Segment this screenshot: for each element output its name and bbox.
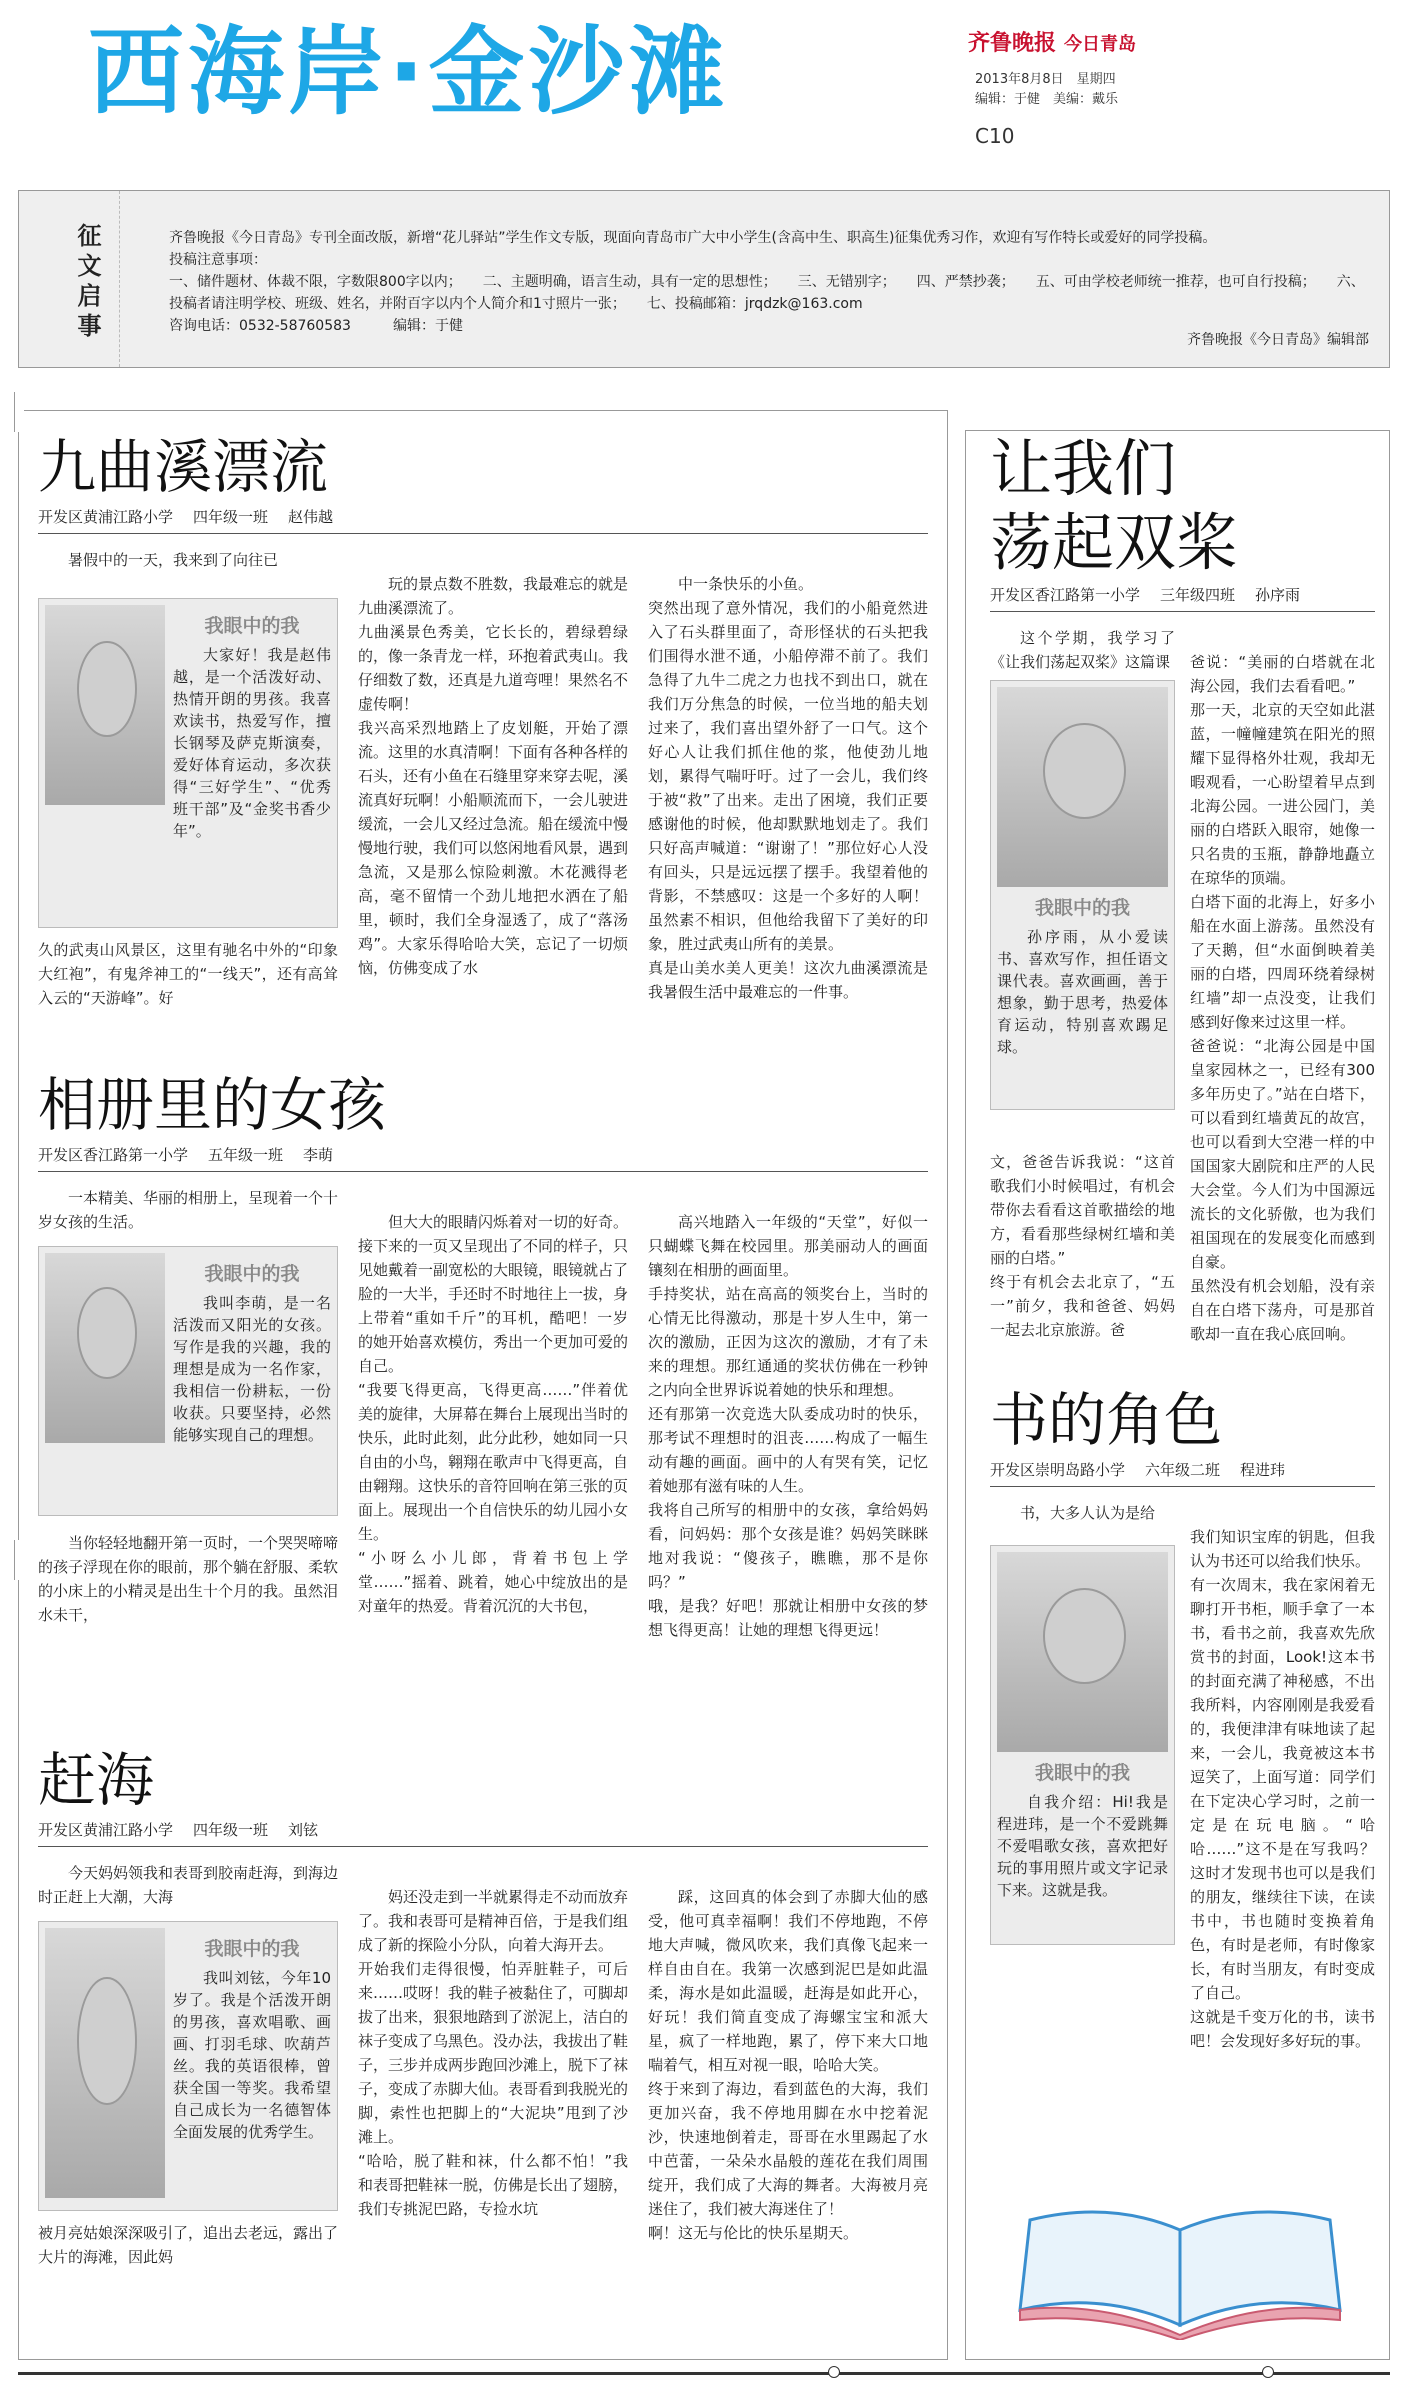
byline-school: 开发区黄浦江路小学 [38, 1821, 174, 1839]
article-title: 书的角色 [990, 1386, 1223, 1454]
article-columns [38, 1186, 928, 1706]
paragraph: 踩，这回真的体会到了赤脚大仙的感受，他可真幸福啊！我们不停地跑，不停地大声喊，微风吹来，我们真像飞起来一样自由自在。我第一次感到泥巴是如此温柔，海水是如此温暖，赶海是如此开心，好玩！我们简直变成了海螺宝宝和派大星，疯了一样地跑，累了，停下来大口地喘着气，相互对视一眼，哈哈大笑。 终于来到了海边，看到蓝色的大海，我们更加兴奋，我不停地用脚在水中挖着泥沙，快速地倒着走，哥哥在水里踢起了水中芭蕾，一朵朵水晶般的莲花在我们周围绽开，我们成了大海的舞者。大海被月亮迷住了，我们被大海迷住了！ 啊！这无与伦比的快乐星期天。 [648, 1888, 928, 2242]
article-byline [38, 506, 928, 527]
title-rule [38, 1846, 928, 1847]
article-shuangjiang [990, 432, 1375, 1386]
article-shujuese [990, 1385, 1375, 2101]
masthead-title: 西海岸·金沙滩 [88, 16, 729, 128]
frame-notch [14, 392, 24, 432]
self-intro-box [990, 1545, 1175, 1945]
self-intro-title: 我眼中的我 [204, 1263, 300, 1285]
paragraph: 这个学期，我学习了《让我们荡起双桨》这篇课 [990, 629, 1175, 671]
brand-name: 齐鲁晚报 [968, 31, 1057, 56]
article-columns [990, 1501, 1375, 2101]
paragraph: 中一条快乐的小鱼。 突然出现了意外情况，我们的小船竟然进入了石头群里面了，奇形怪状的石头把我们围得水泄不通，小船停滞不前了。我们急得了九牛二虎之力也找不到出口，就在我们万分焦急的时候，一位当地的船夫划过来了，我们喜出望外舒了一口气。这个好心人让我们抓住他的浆，他使劲儿地划，累得气喘吁吁。过了一会儿，我们终于被“救”了出来。走出了困境，我们正要感谢他的时候，他却默默地划走了。我们只好高声喊道：“谢谢了！”那位好心人没有回头，只是远远摆了摆手。我望着他的背影，不禁感叹：这是一个多好的人啊！虽然素不相识，但他给我留下了美好的印象，胜过武夷山所有的美景。 真是山美水美人更美！这次九曲溪漂流是我暑假生活中最难忘的一件事。 [648, 575, 928, 1001]
self-intro-title: 我眼中的我 [204, 615, 300, 637]
notice-rules: 一、储件题材、体裁不限，字数限800字以内； 二、主题明确，语言生动，具有一定的思想性； 三、无错别字； 四、严禁抄袭； 五、可由学校老师统一推荐，也可自行投稿； 六、投稿者请注明学校、班级、姓名，并附百字以内个人简介和1寸照片一张； 七、投稿邮箱：jrqdzk@163.com [169, 274, 1365, 312]
notice-label: 征文启事 [73, 223, 101, 343]
paragraph: 玩的景点数不胜数，我最难忘的就是九曲溪漂流了。 九曲溪景色秀美，它长长的，碧绿碧绿的，像一条青龙一样，环抱着武夷山。我仔细数了数，还真是九道弯哩！果然名不虚传啊！ 我兴高采烈地踏上了皮划艇，开始了漂流。这里的水真清啊！下面有各种各样的石头，还有小鱼在石缝里穿来穿去呢，溪流真好玩啊！小船顺流而下，一会儿驶进缓流，一会儿又经过急流。船在缓流中慢慢地行驶，我们可以悠闲地看风景，遇到急流，又是那么惊险刺激。木花溅得老高，毫不留情一个劲儿地把水洒在了船里，顿时，我们全身湿透了，成了“落汤鸡”。大家乐得哈哈大笑，忘记了一切烦恼，仿佛变成了水 [358, 575, 629, 977]
byline-author: 李萌 [303, 1146, 334, 1164]
student-photo [45, 1928, 165, 2198]
article-columns [38, 548, 928, 1068]
notice-rules-title: 投稿注意事项： [169, 252, 267, 268]
self-intro-title: 我眼中的我 [204, 1938, 300, 1960]
self-intro-text: 大家好！我是赵伟越，是一个活泼好动、热情开朗的男孩。我喜欢读书，热爱写作，擅长钢琴及萨克斯演奏，爱好体育运动，多次获得“三好学生”、“优秀班干部”及“金奖书香少年”。 [173, 646, 331, 840]
self-intro-text: 孙序雨，从小爱读书、喜欢写作，担任语文课代表。喜欢画画，善于想象，勤于思考，热爱体育运动，特别喜欢踢足球。 [997, 928, 1168, 1056]
column-1 [38, 1861, 338, 1909]
column-2 [358, 1861, 628, 2245]
student-photo [997, 1552, 1168, 1752]
column-3 [648, 548, 928, 1028]
title-rule [38, 1171, 928, 1172]
notice-signature: 齐鲁晚报《今日青岛》编辑部 [1187, 332, 1369, 348]
article-byline [38, 1819, 928, 1840]
paragraph: 高兴地踏入一年级的“天堂”，好似一只蝴蝶飞舞在校园里。那美丽动人的画面镶刻在相册的画面里。 手持奖状，站在高高的领奖台上，当时的心情无比得激动，那是十岁人生中，第一次的激励，正因为这次的激励，才有了未来的理想。那红通通的奖状仿佛在一秒钟之内向全世界诉说着她的快乐和理想。 还有那第一次竞选大队委成功时的快乐，那考试不理想时的沮丧……构成了一幅生动有趣的画面。画中的人有哭有笑，记忆着她那有滋有味的人生。 我将自己所写的相册中的女孩，拿给妈妈看，问妈妈：那个女孩是谁？妈妈笑眯眯地对我说：“傻孩子，瞧瞧，那不是你吗？” 哦，是我？好吧！那就让相册中女孩的梦想飞得更高！让她的理想飞得更远！ [648, 1213, 928, 1639]
self-intro-box [990, 680, 1175, 1110]
article-byline [38, 1144, 928, 1165]
article-byline [990, 584, 1375, 605]
title-rule [990, 1486, 1375, 1487]
student-photo [45, 605, 165, 805]
student-photo [997, 687, 1168, 887]
self-intro-title: 我眼中的我 [1034, 1762, 1130, 1784]
byline-author: 程进玮 [1240, 1461, 1286, 1479]
page-number: C10 [975, 124, 1015, 148]
title-line: 荡起双桨 [990, 506, 1239, 579]
brand-sub: 今日青岛 [1064, 34, 1137, 55]
column-3 [648, 1861, 928, 2269]
column-1-continued [38, 2221, 338, 2269]
notice-intro: 齐鲁晚报《今日青岛》专刊全面改版，新增“花儿驿站”学生作文专版，现面向青岛市广大中小学生(含高中生、职高生)征集优秀习作，欢迎有写作特长或爱好的同学投稿。 [169, 230, 1217, 246]
self-intro-box [38, 1246, 338, 1516]
paragraph: 暑假中的一天，我来到了向往已 [68, 551, 279, 569]
byline-author: 刘铉 [288, 1821, 319, 1839]
column-1-continued [990, 1126, 1175, 1366]
notice-divider [119, 191, 120, 367]
paragraph: 久的武夷山风景区，这里有驰名中外的“印象大红袍”，有鬼斧神工的“一线天”，还有高耸入云的“天游峰”。好 [38, 941, 338, 1007]
article-ganhai [38, 1745, 928, 2381]
paragraph: 今天妈妈领我和表哥到胶南赶海，到海边时正赶上大潮，大海 [38, 1864, 339, 1906]
byline-author: 孙序雨 [1255, 586, 1301, 604]
byline-grade: 三年级四班 [1160, 586, 1236, 604]
article-title [990, 432, 1375, 580]
paragraph: 书，大多人认为是给 [1020, 1504, 1156, 1522]
byline-school: 开发区黄浦江路小学 [38, 508, 174, 526]
column-2 [358, 548, 628, 1004]
title-rule [990, 611, 1375, 612]
column-2 [1190, 626, 1375, 1370]
article-title: 赶海 [38, 1746, 155, 1814]
newspaper-logo [968, 26, 1136, 57]
article-title: 九曲溪漂流 [38, 433, 329, 501]
column-1 [38, 548, 338, 572]
article-title: 相册里的女孩 [38, 1071, 387, 1139]
open-book-icon [1010, 2200, 1350, 2340]
byline-grade: 四年级一班 [193, 508, 269, 526]
call-for-submissions-box [18, 190, 1390, 368]
circle-ornament-icon [828, 2366, 840, 2378]
byline-grade: 五年级一班 [208, 1146, 284, 1164]
paragraph: 一本精美、华丽的相册上，呈现着一个十岁女孩的生活。 [38, 1189, 339, 1231]
article-byline [990, 1459, 1375, 1480]
column-1 [38, 1186, 338, 1234]
paragraph: 我们知识宝库的钥匙，但我认为书还可以给我们快乐。 有一次周末，我在家闲着无聊打开书柜，顺手拿了一本书，看书之前，我喜欢先欣赏书的封面，Look!这本书的封面充满了神秘感，不出我所料，内容刚刚是我爱看的，我便津津有味地读了起来，一会儿，我竟被这本书逗笑了，上面写道：同学们在下定决心学习时，之前一定是在玩电脑。“哈哈……”这不是在写我吗？这时才发现书也可以是我们的朋友，继续往下读，在读书中，书也随时变换着角色，有时是老师，有时像家长，有时当朋友，有时变成了自己。 这就是千变万化的书，读书吧！会发现好多好玩的事。 [1190, 1528, 1375, 2050]
self-intro-box [38, 598, 338, 928]
self-intro-title: 我眼中的我 [1034, 897, 1130, 919]
article-jiuqu [38, 432, 928, 1068]
column-1 [990, 1501, 1175, 1525]
student-photo [45, 1253, 165, 1443]
title-rule [38, 533, 928, 534]
paragraph: 妈还没走到一半就累得走不动而放弃了。我和表哥可是精神百倍，于是我们组成了新的探险小分队，向着大海开去。 开始我们走得很慢，怕弄脏鞋子，可后来……哎呀！我的鞋子被黏住了，可脚却拔了出来，狠狠地踏到了淤泥上，洁白的袜子变成了乌黑色。没办法，我拔出了鞋子，三步并成两步跑回沙滩上，脱下了袜子，变成了赤脚大仙。表哥看到我脱光的脚，索性也把脚上的“大泥块”甩到了沙滩上。 “哈哈，脱了鞋和袜，什么都不怕！”我和表哥把鞋袜一脱，仿佛是长出了翅膀，我们专挑泥巴路，专捡水坑 [358, 1888, 629, 2218]
notice-body [169, 227, 1369, 337]
title-line: 让我们 [990, 432, 1177, 505]
byline-school: 开发区崇明岛路小学 [990, 1461, 1126, 1479]
article-columns [38, 1861, 928, 2381]
byline-grade: 六年级二班 [1145, 1461, 1221, 1479]
article-columns [990, 626, 1375, 1386]
column-2 [1190, 1501, 1375, 2077]
self-intro-text: 自我介绍：Hi!我是程进玮，是一个不爱跳舞不爱唱歌女孩，喜欢把好玩的事用照片或文字记录下来。这就是我。 [997, 1793, 1168, 1899]
paragraph: 被月亮姑娘深深吸引了，追出去老远，露出了大片的海滩，因此妈 [38, 2224, 339, 2266]
paragraph: 文，爸爸告诉我说：“这首歌我们小时候唱过，有机会带你去看看这首歌描绘的地方，看看那些绿树红墙和美丽的白塔。” 终于有机会去北京了，“五一”前夕，我和爸爸、妈妈一起去北京旅游。爸 [990, 1153, 1175, 1339]
byline-grade: 四年级一班 [193, 1821, 269, 1839]
column-3 [648, 1186, 928, 1666]
paragraph: 爸说：“美丽的白塔就在北海公园，我们去看看吧。” 那一天，北京的天空如此湛蓝，一幢幢建筑在阳光的照耀下显得格外壮观，我却无暇观看，一心盼望着早点到北海公园。一进公园门，美丽的白塔跃入眼帘，她像一只名贵的玉瓶，静静地矗立在琼华的顶端。 白塔下面的北海上，好多小船在水面上游荡。虽然没有了天鹅，但“水面倒映着美丽的白塔，四周环绕着绿树红墙”却一点没变，让我们感到好像来过这里一样。 爸爸说：“北海公园是中国皇家园林之一，已经有300多年历史了。”站在白塔下，可以看到红墙黄瓦的故宫，也可以看到大空港一样的中国国家大剧院和庄严的人民大会堂。今人们为中国源远流长的文化骄傲，也为我们祖国现在的发展变化而感到自豪。 虽然没有机会划船，没有亲自在白塔下荡舟，可是那首歌却一直在我心底回响。 [1190, 653, 1375, 1343]
column-1-continued [38, 938, 338, 1010]
issue-editors: 编辑：于健 美编：戴乐 [975, 92, 1119, 107]
byline-school: 开发区香江路第一小学 [38, 1146, 189, 1164]
article-xiangce [38, 1070, 928, 1706]
column-2 [358, 1186, 628, 1642]
self-intro-text: 我叫刘铉，今年10岁了。我是个活泼开朗的男孩，喜欢唱歌、画画、打羽毛球、吹葫芦丝。我的英语很棒，曾获全国一等奖。我希望自己成长为一名德智体全面发展的优秀学生。 [173, 1969, 331, 2141]
self-intro-box [38, 1921, 338, 2211]
circle-ornament-icon [1262, 2366, 1274, 2378]
paragraph: 但大大的眼睛闪烁着对一切的好奇。 接下来的一页又呈现出了不同的样子，只见她戴着一副宽松的大眼镜，眼镜就占了脸的一大半，手还时不时地往上一拔，身上带着“重如千斤”的耳机，酷吧！一岁的她开始喜欢模仿，秀出一个更加可爱的自己。 “我要飞得更高，飞得更高……”伴着优美的旋律，大屏幕在舞台上展现出当时的快乐，此时此刻，此分此秒，她如同一只自由的小鸟，翱翔在歌声中飞得更高，自由翱翔。这快乐的音符回响在第三张的页面上。展现出一个自信快乐的幼儿园小女生。 “小呀么小儿郎，背着书包上学堂……”摇着、跳着，她心中绽放出的是对童年的热爱。背着沉沉的大书包， [358, 1213, 629, 1615]
notice-contact: 咨询电话：0532-58760583 编辑：于健 [169, 318, 463, 334]
column-1-continued [38, 1531, 338, 1627]
paragraph: 当你轻轻地翻开第一页时，一个哭哭啼啼的孩子浮现在你的眼前，那个躺在舒服、柔软的小床上的小精灵是出生十个月的我。虽然泪水未干， [38, 1534, 339, 1624]
issue-meta [975, 70, 1118, 110]
column-1 [990, 626, 1175, 674]
issue-date: 2013年8月8日 星期四 [975, 72, 1116, 87]
self-intro-text: 我叫李萌，是一名活泼而又阳光的女孩。写作是我的兴趣，我的理想是成为一名作家，我相信一份耕耘，一份收获。只要坚持，必然能够实现自己的理想。 [173, 1294, 331, 1444]
byline-author: 赵伟越 [288, 508, 334, 526]
byline-school: 开发区香江路第一小学 [990, 586, 1141, 604]
footer-rule [18, 2372, 1390, 2375]
frame-notch [14, 1540, 24, 1580]
